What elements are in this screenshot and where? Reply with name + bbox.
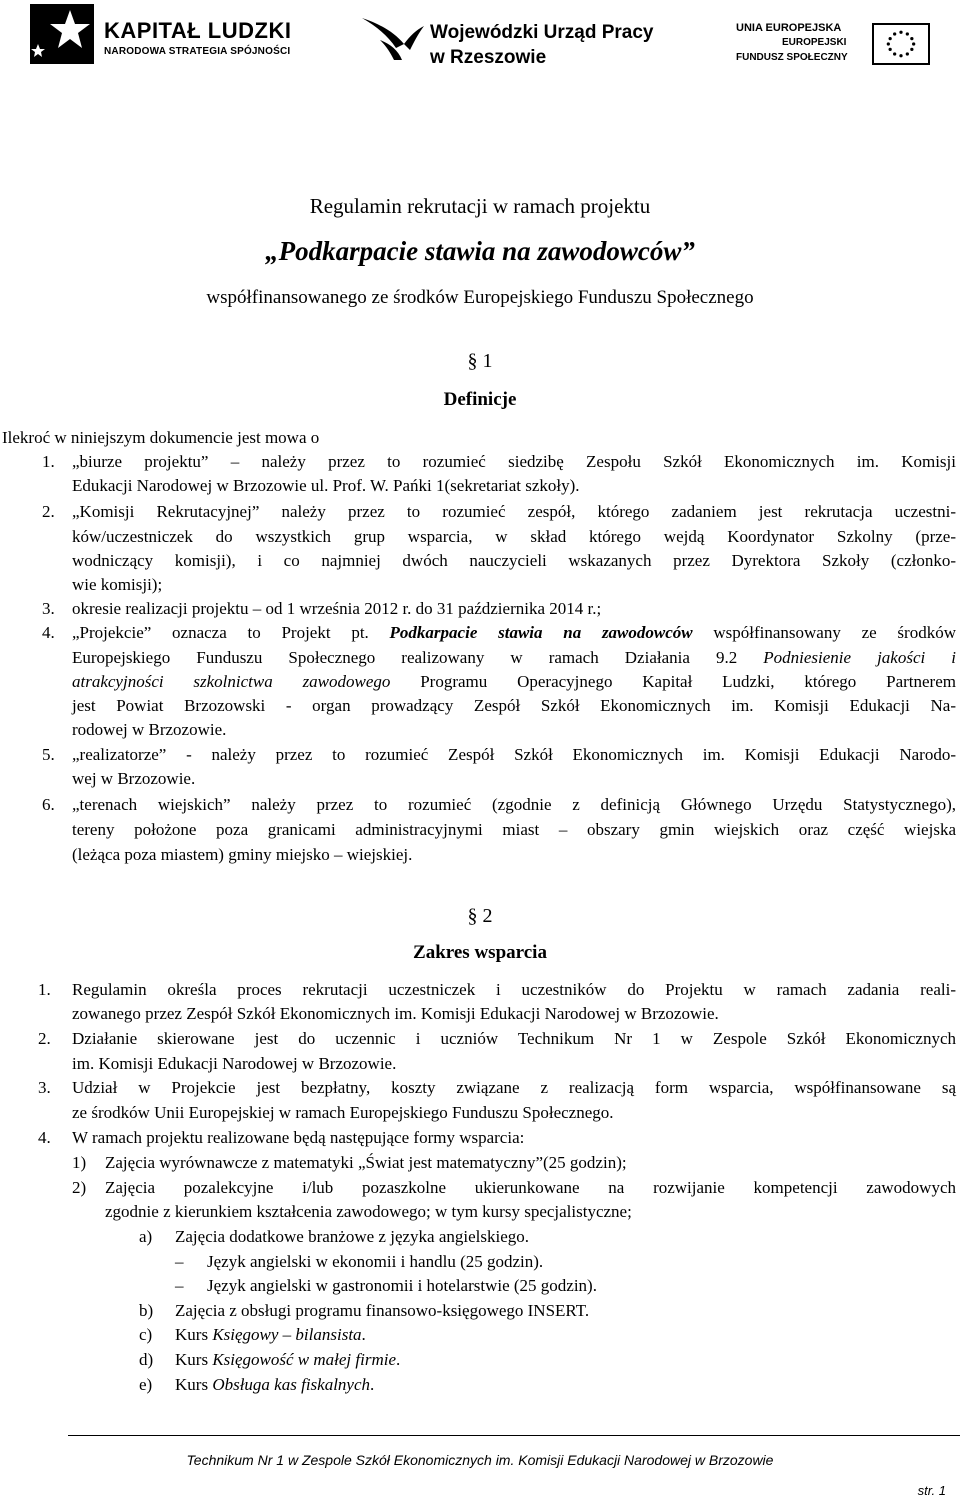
kapital-ludzki-logo [30, 4, 292, 66]
course-prefix: Kurs [175, 1325, 213, 1344]
definition-line [72, 672, 956, 692]
kapital-ludzki-name: KAPITAŁ LUDZKI [104, 18, 292, 43]
scope-number: 3. [38, 1078, 51, 1097]
eu-fund-line2: FUNDUSZ SPOŁECZNY [736, 52, 848, 63]
definition-line: wie komisji); [72, 575, 163, 594]
definition-line [72, 648, 956, 668]
course-letter: a) [139, 1227, 153, 1246]
course-end: . [370, 1375, 375, 1394]
wup-bird-icon [360, 14, 426, 64]
definition-line: tereny położone poza granicami administracyjnymi miast – obszary gmin wiejskich oraz część wiejska [72, 820, 956, 839]
course-text [175, 1350, 400, 1370]
definition-line: Edukacji Narodowej w Brzozowie ul. Prof. W. Pańki 1(sekretariat szkoły). [72, 476, 580, 495]
document-subtitle: Regulamin rekrutacji w ramach projektu [309, 194, 651, 218]
course-letter: d) [139, 1350, 154, 1369]
support-form-line: Zajęcia pozalekcyjne i/lub pozaszkolne ukierunkowane na rozwijanie kompetencji zawodowych [105, 1178, 956, 1197]
kapital-ludzki-tagline: NARODOWA STRATEGIA SPÓJNOŚCI [104, 46, 291, 57]
scope-line: Udział w Projekcie jest bezpłatny, koszty związane z realizacją form wsparcia, współfinansowane są [72, 1078, 956, 1097]
scope-line: ze środków Unii Europejskiej w ramach Europejskiego Funduszu Społecznego. [72, 1103, 614, 1122]
course-end: . [396, 1350, 401, 1369]
definition-line: wodniczący komisji), i co najmniej dwóch nauczycieli wskazanych przez Dyrektora Szkoły (członko- [72, 551, 956, 570]
definition-number: 3. [42, 599, 55, 618]
wup-name-line2: w Rzeszowie [430, 47, 547, 68]
definition-line: „terenach wiejskich” należy przez to rozumieć (zgodnie z definicją Głównego Urzędu Statystycznego), [72, 795, 956, 814]
definition-line [72, 623, 956, 643]
definition-number: 2. [42, 502, 55, 521]
section-1-sign: § 1 [467, 350, 493, 372]
project-name: Podkarpacie stawia na zawodowców [389, 623, 693, 642]
scope-line: im. Komisji Edukacji Narodowej w Brzozowie. [72, 1054, 397, 1073]
scope-line: W ramach projektu realizowane będą następujące formy wsparcia: [72, 1128, 525, 1147]
scope-number: 1. [38, 980, 51, 999]
support-form-line: Zajęcia wyrównawcze z matematyki „Świat jest matematyczny”(25 godzin); [105, 1153, 627, 1172]
measure-name: Podniesienie jakości i [763, 648, 956, 667]
support-form-line: zgodnie z kierunkiem kształcenia zawodowego; w tym kursy specjalistyczne; [105, 1202, 632, 1221]
course-prefix: Kurs [175, 1375, 213, 1394]
definition-text: Programu Operacyjnego Kapitał Ludzki, którego Partnerem [390, 672, 956, 691]
definition-line: rodowej w Brzozowie. [72, 720, 227, 739]
definition-number: 5. [42, 745, 55, 764]
definition-line: „realizatorze” - należy przez to rozumieć Zespół Szkół Ekonomicznych im. Komisji Edukacji Narodo- [72, 745, 956, 764]
document-title: „Podkarpacie stawia na zawodowców” [265, 236, 695, 266]
eu-fund-line1: EUROPEJSKI [782, 37, 847, 48]
course-letter: e) [139, 1375, 153, 1394]
definition-line: jest Powiat Brzozowski - organ prowadzący Zespół Szkół Ekonomicznych im. Komisji Edukacji Na- [72, 696, 956, 715]
definition-line: „biurze projektu” – należy przez to rozumieć siedzibę Zespołu Szkół Ekonomicznych im. Komisji [72, 452, 956, 471]
footer-text: Technikum Nr 1 w Zespole Szkół Ekonomicznych im. Komisji Edukacji Narodowej w Brzozowie [186, 1452, 774, 1468]
dash-bullet: – [175, 1252, 184, 1271]
kapital-ludzki-star-icon [30, 4, 94, 64]
definition-text: współfinansowany ze środków [692, 623, 956, 642]
support-form-number: 2) [72, 1178, 87, 1197]
language-course: Język angielski w ekonomii i handlu (25 godzin). [207, 1252, 544, 1271]
course-text: Zajęcia dodatkowe branżowe z języka angielskiego. [175, 1227, 530, 1246]
definition-line: ków/uczestniczek do wszystkich grup wsparcia, w skład którego wejdą Koordynator Szkolny (prze- [72, 527, 956, 546]
course-text [175, 1325, 366, 1345]
eu-name: UNIA EUROPEJSKA [736, 22, 842, 34]
measure-name: atrakcyjności szkolnictwa zawodowego [72, 672, 391, 691]
scope-line: Działanie skierowane jest do uczennic i uczniów Technikum Nr 1 w Zespole Szkół Ekonomicznych [72, 1029, 956, 1048]
section-2-sign: § 2 [467, 905, 493, 927]
scope-number: 4. [38, 1128, 51, 1147]
course-name: Obsługa kas fiskalnych [212, 1375, 371, 1394]
course-end: . [361, 1325, 366, 1344]
definition-number: 6. [42, 795, 55, 814]
scope-line: zowanego przez Zespół Szkół Ekonomicznych im. Komisji Edukacji Narodowej w Brzozowie. [72, 1004, 719, 1023]
definition-text: „Projekcie” oznacza to Projekt pt. [72, 623, 390, 642]
course-text [175, 1375, 374, 1395]
definitions-intro: Ilekroć w niniejszym dokumencie jest mowa o [2, 428, 320, 447]
definition-line: „Komisji Rekrutacyjnej” należy przez to rozumieć zespół, którego zadaniem jest rekrutacja uczestni- [72, 502, 956, 521]
course-name: Księgowość w małej firmie [212, 1350, 397, 1369]
footer-rule [68, 1435, 960, 1436]
eu-logo [736, 22, 936, 72]
support-form-number: 1) [72, 1153, 87, 1172]
definition-line: okresie realizacji projektu – od 1 września 2012 r. do 31 października 2014 r.; [72, 599, 602, 618]
course-name: Księgowy – bilansista [212, 1325, 362, 1344]
page-number: str. 1 [917, 1483, 946, 1498]
funding-note: współfinansowanego ze środków Europejskiego Funduszu Społecznego [206, 287, 754, 308]
eu-flag-icon [872, 23, 930, 65]
definition-text: Europejskiego Funduszu Społecznego realizowany w ramach Działania 9.2 [72, 648, 764, 667]
scope-number: 2. [38, 1029, 51, 1048]
dash-bullet: – [175, 1276, 184, 1295]
scope-line: Regulamin określa proces rekrutacji uczestniczek i uczestników do Projektu w ramach zadania reali- [72, 980, 956, 999]
wup-name-line1: Wojewódzki Urząd Pracy [430, 22, 654, 43]
section-2-title: Zakres wsparcia [413, 942, 547, 963]
definition-line: wej w Brzozowie. [72, 769, 196, 788]
course-letter: c) [139, 1325, 153, 1344]
course-letter: b) [139, 1301, 154, 1320]
wup-logo [360, 14, 654, 74]
definition-number: 1. [42, 452, 55, 471]
course-prefix: Kurs [175, 1350, 213, 1369]
definition-number: 4. [42, 623, 55, 642]
definition-line: (leżąca poza miastem) gminy miejsko – wiejskiej. [72, 845, 413, 864]
language-course: Język angielski w gastronomii i hotelarstwie (25 godzin). [207, 1276, 597, 1295]
course-text: Zajęcia z obsługi programu finansowo-księgowego INSERT. [175, 1301, 590, 1320]
section-1-title: Definicje [443, 389, 517, 410]
